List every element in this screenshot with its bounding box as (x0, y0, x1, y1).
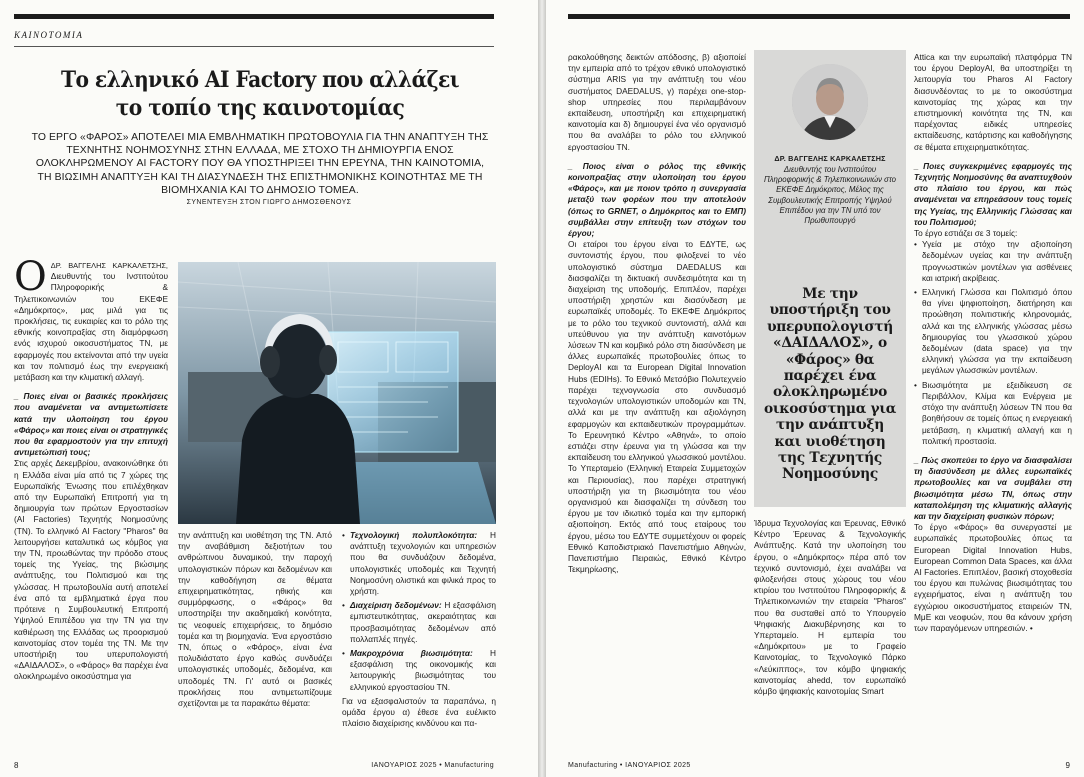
article-headline: Το ελληνικό AI Factory που αλλάζει το τοπίο της καινοτομίας (60, 67, 460, 121)
top-rule (14, 14, 494, 19)
top-rule (568, 14, 1070, 19)
answer-4: Το έργο «Φάρος» θα συνεργαστεί με ευρωπαϊκές πρωτοβουλίες όπως τα European Digital Innovation Hubs, European Common Data Spaces, και άλλα AI Factories. Επιπλέον, βασική στοχοθεσία του έργου και πυλώνας βιωσιμότητας του εγχειρήματος, είναι η ανάπτυξη του εγχώριου οικοσυστήματος εταιρειών ΤΝ, ΜμΕ και νεοφυών, που θα κάνουν χρήση των παραγόμενων υπηρεσιών. • (914, 522, 1073, 633)
folio-right: Manufacturing • ΙΑΝΟΥΑΡΙΟΣ 2025 (568, 762, 691, 769)
folio-left: ΙΑΝΟΥΑΡΙΟΣ 2025 • Manufacturing (371, 762, 494, 769)
list-item: • Ελληνική Γλώσσα και Πολιτισμό όπου θα γίνει ψηφιοποίηση, διατήρηση και προώθηση πολιτιστικής κληρονομιάς, αλλά και της ελληνικής γλώσσας μέσω δημιουργίας του γλωσσικού χώρου δεδομένων (data space) για την ελληνική γλώσσα για την εκπαίδευση μεγάλων γλωσσικών μοντέλων. (914, 287, 1072, 377)
continued-answer: Attica και την ευρωπαϊκή πλατφόρμα ΤΝ του έργου DeployAI, θα υποστηρίξει τη λειτουργία του Pharos AI Factory διασυνδέοντας το με το οικοσύστημα καινοτομίας της χώρας και την επιστημονική κοινότητα της ΤΝ, και παρέχοντας ειδικές υπηρεσίες εκπαίδευσης, κατάρτισης και καθοδήγησης σε θέματα επιχειρηματικότητας. (914, 52, 1072, 152)
question-1: _ Ποιες είναι οι βασικές προκλήσεις που αναμένεται να αντιμετωπίσετε κατά την υλοποίηση του έργου «Φάρος» και ποιες είναι οι στρατηγικές που θα εφαρμοστούν για την επιτυχή αντιμετώπισή τους; (14, 391, 168, 458)
section-rule (14, 46, 494, 47)
left-column-1 (14, 254, 168, 683)
profile-sidebar (754, 50, 906, 507)
answer-2: Οι εταίροι του έργου είναι το ΕΔΥΤΕ, ως συντονιστής έργου, που φιλοξενεί το νέο υπολογιστικό σύστημα DAEDALUS και διασφαλίζει τη δικτυακή συνδεσιμότητα και τη διαχείριση της υποδομής. Επιπλέον, παρέχει υποστήριξη χρηστών και διασύνδεση με ευρωπαϊκές υποδομές. Το ΕΚΕΦΕ Δημόκριτος με το ρόλο του τεχνικού συντονιστή, αλλά και υπεύθυνου για την ανάπτυξη καινοτόμων λύσεων ΤΝ και κομβικό ρόλο στη διασύνδεση με άλλες ευρωπαϊκές πρωτοβουλίες όπως το DeployAI και τα European Digital Innovation Hubs (EDIHs). Το Εθνικό Μετσόβιο Πολυτεχνείο παρέχει τεχνογνωσία στο συνδυασμό τεχνολογιών υπολογιστικών υποδομών και ΤΝ, αλλά και με την ανάπτυξη και αξιολόγηση εφαρμογών και εκπαιδευτικών προγραμμάτων. Το Ερευνητικό Κέντρο «Αθηνά», το οποίο εστιάζει στην έρευνα για τη γλώσσα και την εκπαίδευση του ελληνικού γλωσσικού μοντέλου. Το Υπερταμείο (Ελληνική Εταιρεία Συμμετοχών και Περιουσίας), που παρέχει στρατηγική υποστήριξη για τη βιωσιμότητα του νέου οργανισμού και διασφαλίζει τη σύνδεση του έργου με τον ιδιωτικό τομέα και την εμπορική αξιοποίηση. Εκτός από τους εταίρους του έργου, μέσω του ΕΔΥΤΕ συμμετέχουν οι φορείς Εθνικό Καποδιστριακό Πανεπιστήμιο Αθηνών, Πανεπιστήμιο Πειραιώς, Εθνικό Κέντρο Τεκμηρίωσης, (568, 239, 746, 575)
continued-text: Για να εξασφαλιστούν τα παραπάνω, η ομάδα έργου α) έθεσε ένα ευέλικτο πλαίσιο διαχείρισης κινδύνου και πα- (342, 695, 496, 729)
left-page (0, 0, 538, 777)
article-photo (178, 262, 496, 524)
answer-1: Στις αρχές Δεκεμβρίου, ανακοινώθηκε ότι η Ελλάδα είναι μία από τις 7 χώρες της Ευρωπαϊκής Ένωσης που επιλέχθηκαν από την Ευρωπαϊκή Επιτροπή για τη δημιουργία των πρώτων Εργοστασίων (AI Factories) Τεχνητής Νοημοσύνης (ΤΝ). Το ελληνικό AI Factory "Pharos" θα λειτουργήσει καταλυτικά ως κόμβος για την ΤΝ, προωθώντας την πρόοδο στους τομείς της Υγείας, της βιώσιμης ανάπτυξης, του Πολιτισμού και της γλώσσας. Η πρωτοβουλία αυτή αποτελεί ένα από τα εμβληματικά έργα που πρότεινε η Συμβουλευτική Επιτροπή Υψηλού Επιπέδου για την ΤΝ για την καθιέρωση της Ελλάδας ως προορισμού καινοτομίας στον τομέα της ΤΝ. Με την υποστήριξη του υπερυπολογιστή «ΔΑΙΔΑΛΟΣ», ο «Φάρος» θα παρέχει ένα ολοκληρωμένο οικοσύστημα για (14, 458, 168, 682)
drop-cap: Ο (14, 254, 47, 300)
factory-technician-image (178, 262, 496, 524)
interview-byline: ΣΥΝΕΝΤΕΥΞΗ ΣΤΟΝ ΓΙΩΡΓΟ ΔΗΜΟΣΘΕΝΟΥΣ (186, 199, 352, 206)
intro-name: ΔΡ. ΒΑΓΓΕΛΗΣ ΚΑΡΚΑΛΕΤΣΗΣ, (50, 261, 168, 270)
list-item: • Υγεία με στόχο την αξιοποίηση δεδομένων υγείας και την ανάπτυξη προγνωστικών μοντέλων για ασθένειες και ιατρική ακρίβειας. (914, 239, 1072, 284)
section-label: ΚΑΙΝΟΤΟΜΙΑ (14, 30, 84, 40)
continued-answer: ρακολούθησης δεικτών απόδοσης, β) αξιοποίεί την εμπειρία από το τρέχον εθνικό υπολογιστικό σύστημα ARIS για την ανάπτυξη του νέου συστήματος DAEDALUS, γ) παρέχει one-stop-shop υπηρεσίες που περιλαμβάνουν εκπαίδευση, υποστήριξη και επιχειρηματική καινοτομία και δ) δημιουργεί ένα νέο οργανισμό που θα αναλάβει το ρόλο του ελληνικού εργοστασίου ΤΝ. (568, 52, 746, 152)
challenges-list (342, 530, 496, 693)
intro-paragraph (14, 254, 168, 383)
portrait-image (792, 64, 868, 140)
right-column-3 (914, 52, 1072, 634)
list-item: • Μακροχρόνια βιωσιμότητα: Η εξασφάλιση της οικονομικής και λειτουργικής βιωσιμότητας του ελληνικού εργοστασίου ΤΝ. (342, 648, 496, 693)
profile-name: ΔΡ. ΒΑΓΓΕΛΗΣ ΚΑΡΚΑΛΕΤΣΗΣ (774, 154, 886, 163)
right-column-2 (754, 518, 906, 697)
left-column-3 (342, 530, 496, 729)
profile-role: Διευθυντής του Ινστιτούτου Πληροφορικής & Τηλεπικοινωνιών στο ΕΚΕΦΕ Δημόκριτος, Μέλος της Συμβουλευτικής Επιτροπής Υψηλού Επιπέδου για την ΤΝ υπό τον Πρωθυπουργό (764, 165, 896, 226)
right-column-1 (568, 52, 746, 575)
author-portrait (792, 64, 868, 140)
left-column-2 (178, 530, 332, 709)
intro-text: Διευθυντής του Ινστιτούτου Πληροφορικής & Τηλεπικοινωνιών του ΕΚΕΦΕ «Δημόκριτος», μας μιλά για τις προκλήσεις, τις ευκαιρίες και το ρόλο της εθνικής κοινοπραξίας στη διαμόρφωση ενός ισχυρού οικοσυστήματος ΤΝ, με εφαρμογές που εκτείνονται από την υγεία και τον πολιτισμό έως την ενεργειακή μετάβαση και την κλιματική αλλαγή. (14, 271, 168, 383)
continued-answer: Ίδρυμα Τεχνολογίας και Έρευνας, Εθνικό Κέντρο Έρευνας & Τεχνολογικής Ανάπτυξης. Κατά την υλοποίηση του έργου, ο «Δημόκριτος» πέρα από τον τεχνικό συντονισμό, έχει αναλάβει να φιλοξενήσει στους χώρους του νέου κτιρίου του Ινστιτούτου Πληροφορικής & Τηλεπικοινωνιών την εταιρεία "Pharos" που θα συσταθεί από το Υπουργείο Ψηφιακής Διακυβέρνησης και το Υπερταμείο. Η εμπειρία του «Δημόκριτου» με το Γραφείο Καινοτομίας, το Τεχνολογικό Πάρκο «Λεύκιππος», τον κόμβο ψηφιακής καινοτομίας ahedd, τον ευρωπαϊκό κόμβο ψηφιακής καινοτομίας Smart (754, 518, 906, 697)
continued-answer: την ανάπτυξη και υιοθέτηση της ΤΝ. Από την αναβάθμιση δεξιοτήτων του ανθρώπινου δυναμικού, την παροχή υπολογιστικών πόρων και δεδομένων και την καθοδήγηση σε θέματα επιχειρηματικότητας, ηθικής και συμμόρφωσης, ο «Φάρος» θα υποστηρίξει την ακαδημαϊκή κοινότητα, τις νεοφυείς επιχειρήσεις, το δημόσιο τομέα και τη βιομηχανία. Ένα εργοστάσιο ΤΝ, όπως ο «Φάρος», είναι ένα πολυδιάστατο έργο καθώς συνδυάζει υπολογιστικές υποδομές, δεδομένα, και υποδομές ΤΝ. Γι' αυτό οι βασικές προκλήσεις που αντιμετωπίζουμε σχετίζονται με τα παρακάτω θέματα: (178, 530, 332, 709)
pull-quote: Με την υποστήριξη του υπερυπολογιστή «ΔΑΙΔΑΛΟΣ», ο «Φάρος» θα παρέχει ένα ολοκληρωμένο οικοσύστημα για την ανάπτυξη και υιοθέτηση της Τεχνητής Νοημοσύνης (763, 286, 897, 483)
article-lede: ΤΟ ΕΡΓΟ «ΦΑΡΟΣ» ΑΠΟΤΕΛΕΙ ΜΙΑ ΕΜΒΛΗΜΑΤΙΚΗ ΠΡΩΤΟΒΟΥΛΙΑ ΓΙΑ ΤΗΝ ΑΝΑΠΤΥΞΗ ΤΗΣ ΤΕΧΝΗΤΗΣ ΝΟΗΜΟΣΥΝΗΣ ΣΤΗΝ ΕΛΛΑΔΑ, ΜΕ ΣΤΟΧΟ ΤΗ ΔΗΜΙΟΥΡΓΙΑ ΕΝΟΣ ΟΛΟΚΛΗΡΩΜΕΝΟΥ AI FACTORY ΠΟΥ ΘΑ ΥΠΟΣΤΗΡΙΞΕΙ ΤΗΝ ΕΡΕΥΝΑ, ΤΗΝ ΚΑΙΝΟΤΟΜΙΑ, ΤΗ ΒΙΩΣΙΜΗ ΑΝΑΠΤΥΞΗ ΚΑΙ ΤΗ ΔΙΑΣΥΝΔΕΣΗ ΤΗΣ ΕΠΙΣΤΗΜΟΝΙΚΗΣ ΚΟΙΝΟΤΗΤΑΣ ΜΕ ΤΗ ΒΙΟΜΗΧΑΝΙΑ ΚΑΙ ΤΟ ΔΗΜΟΣΙΟ ΤΟΜΕΑ. (31, 132, 489, 196)
answer-3-intro: Το έργο εστιάζει σε 3 τομείς: (914, 228, 1018, 239)
page-number-left: 8 (14, 761, 19, 770)
question-2: _ Ποιος είναι ο ρόλος της εθνικής κοινοπραξίας στην υλοποίηση του έργου «Φάρος», και με ποιον τρόπο η συνεργασία μεταξύ των φορέων που την αποτελούν (όπως το GRNET, ο Δημόκριτος και το ΕΜΠ) συμβάλλει στην επίτευξη των στόχων του έργου; (568, 160, 746, 239)
list-item: • Διαχείριση δεδομένων: Η εξασφάλιση εμπιστευτικότητας, ακεραιότητας και προσβασιμότητας δεδομένων από πολλαπλές πηγές. (342, 600, 496, 645)
sectors-list (914, 239, 1072, 447)
list-item: • Βιωσιμότητα με εξειδίκευση σε Περιβάλλον, Κλίμα και Ενέργεια με στόχο την ανάπτυξη λύσεων ΤΝ που θα βοηθήσουν σε τομείς όπως η ενεργειακή μετάβαση, η κλιματική αλλαγή και η πολιτική προστασία. (914, 380, 1072, 447)
right-page (546, 0, 1084, 777)
list-item: • Τεχνολογική πολυπλοκότητα: Η ανάπτυξη τεχνολογιών και υπηρεσιών που θα συνδυάζουν δεδομένα, υπολογιστικές υποδομές και Τεχνητή Νοημοσύνη ολιστικά και φιλικά προς το χρήστη. (342, 530, 496, 597)
page-number-right: 9 (1065, 761, 1070, 770)
spread-gutter (538, 0, 546, 777)
question-3: _ Ποιες συγκεκριμένες εφαρμογές της Τεχνητής Νοημοσύνης θα αναπτυχθούν στο πλαίσιο του έργου, και πώς αναμένεται να επηρεάσουν τους τομείς της Υγείας, της Ελληνικής Γλώσσας και του Πολιτισμού; (914, 160, 1072, 227)
question-4: _ Πώς σκοπεύει το έργο να διασφαλίσει τη διασύνδεση με άλλες ευρωπαϊκές πρωτοβουλίες και να συμβάλει στη βιωσιμότητα μέσω ΤΝ, όπως στην καταπολέμηση της κλιματικής αλλαγής και την διαχείριση φυσικών πόρων; (914, 454, 1072, 521)
